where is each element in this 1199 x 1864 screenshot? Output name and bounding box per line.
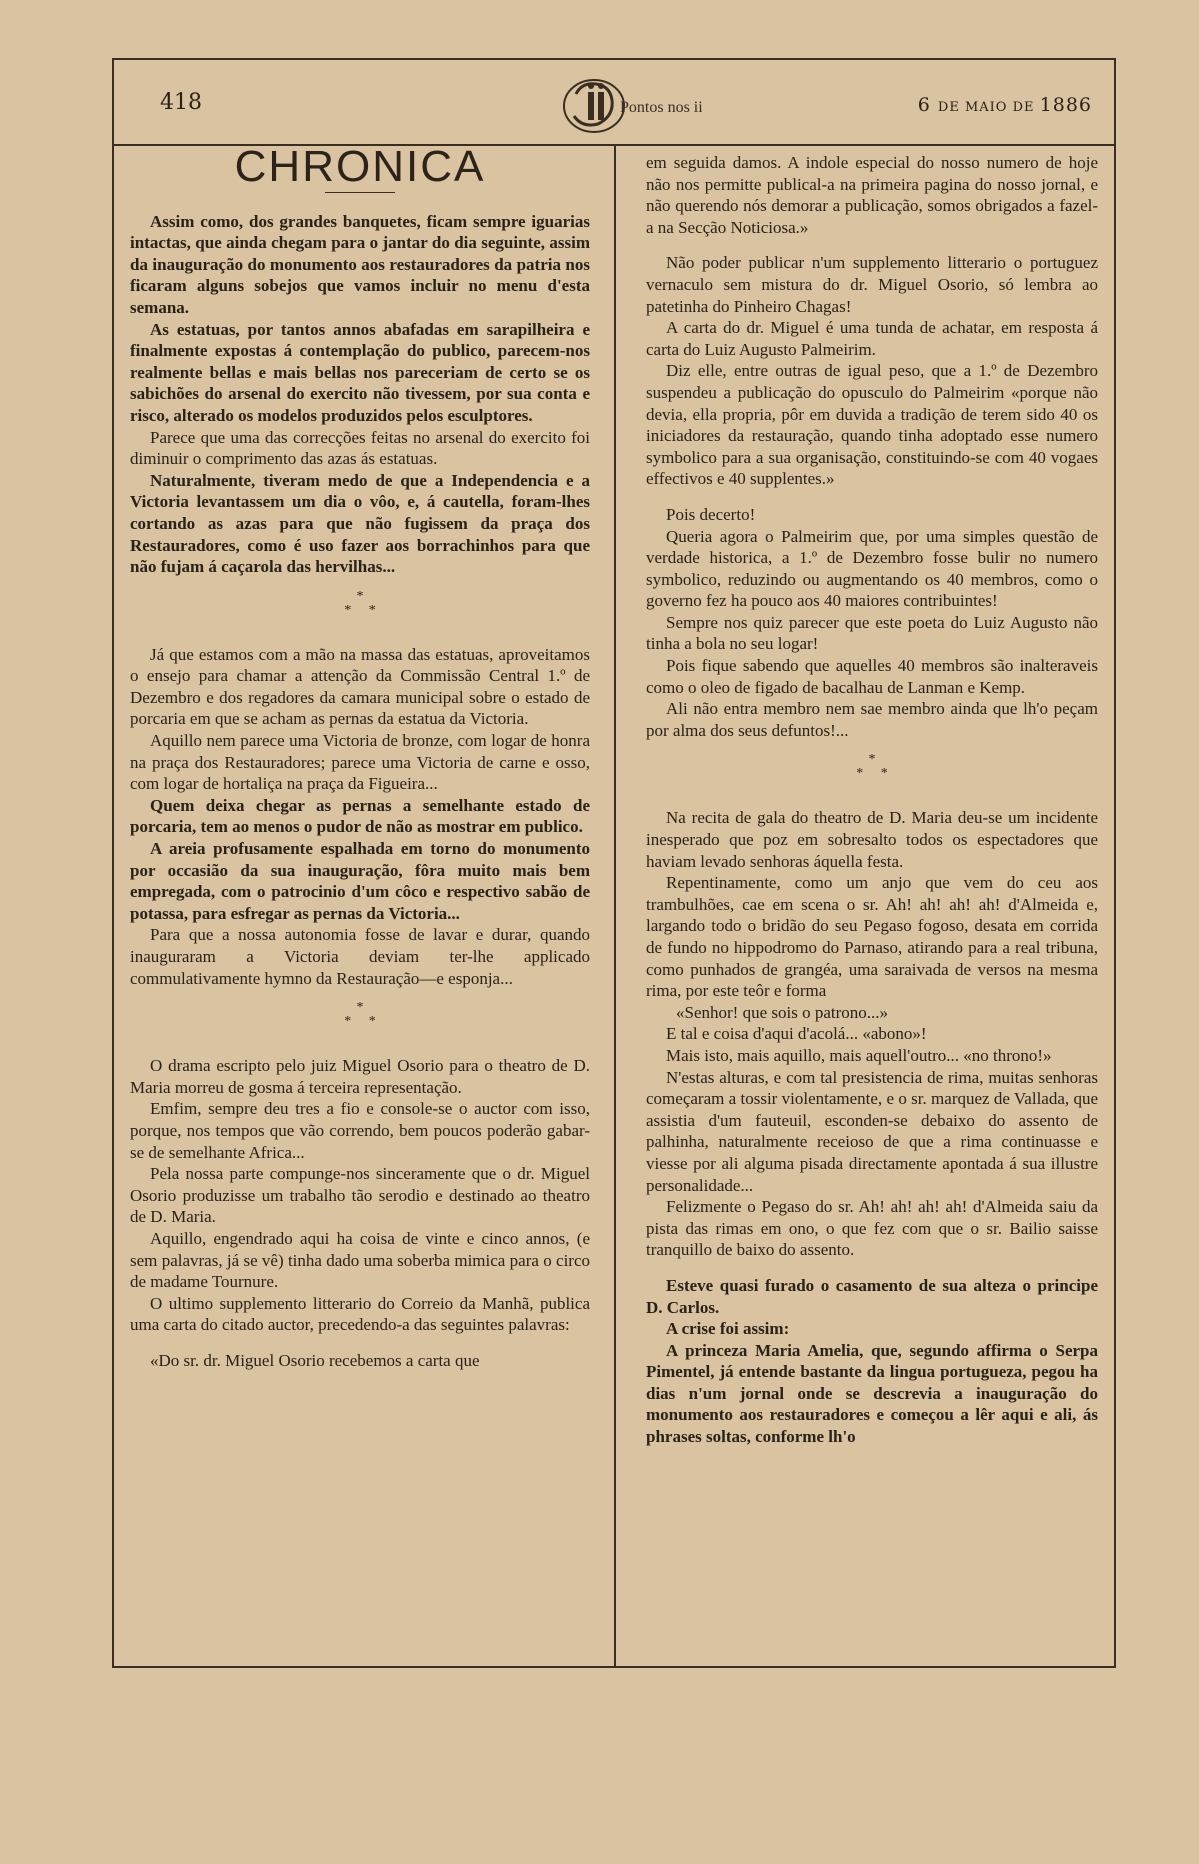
paragraph: Quem deixa chegar as pernas a semelhante estado de porcaria, tem ao menos o pudor de não as mostrar em publico. (130, 795, 590, 837)
paragraph: Naturalmente, tiveram medo de que a Independencia e a Victoria levantassem um dia o vôo, e, á cautella, foram-lhes cortando as azas para que não fugissem da praça dos Restauradores, como é uso fazer aos borrachinhos para que não fujam á caçarola das hervilhas... (130, 470, 590, 577)
paragraph: Não poder publicar n'um supplemento litterario o portuguez vernaculo sem mistura do dr. Miguel Osorio, só lembra ao patetinha do Pinheiro Chagas! (646, 253, 1098, 316)
paragraph: Felizmente o Pegaso do sr. Ah! ah! ah! ah! d'Almeida saiu da pista das rimas em ono, o que fez com que o sr. Bailio saisse tranquillo de baixo do assento. (646, 1197, 1098, 1260)
paragraph: Emfim, sempre deu tres a fio e console-se o auctor com isso, porque, nos tempos que vão correndo, bem poucos poderão gabar-se de semelhante Africa... (130, 1099, 590, 1162)
paragraph: Já que estamos com a mão na massa das estatuas, aproveitamos o ensejo para chamar a attenção da Commissão Central 1.º de Dezembro e dos regadores da camara municipal sobre o estado de porcaria em que se acham as pernas da estatua da Victoria. (130, 644, 590, 729)
paragraph: Esteve quasi furado o casamento de sua alteza o principe D. Carlos. (646, 1275, 1098, 1317)
paragraph: A carta do dr. Miguel é uma tunda de achatar, em resposta á carta do Luiz Augusto Palmeirim. (646, 318, 1098, 359)
section-separator-stars: * * * (344, 588, 376, 618)
paragraph: O drama escripto pelo juiz Miguel Osorio para o theatro de D. Maria morreu de gosma á terceira representação. (130, 1056, 590, 1097)
paragraph: O ultimo supplemento litterario do Correio da Manhã, publica uma carta do citado auctor, precedendo-a das seguintes palavras: (130, 1293, 590, 1335)
title-rule (325, 192, 395, 193)
right-column (646, 152, 1098, 1448)
column-divider (614, 146, 616, 1666)
paragraph: N'estas alturas, e com tal presistencia de rima, muitas senhoras começaram a tossir violentamente, e o sr. marquez de Vallada, que assistia d'um fauteuil, esconden-se debaixo do assento de palhinha, naturalmente receioso de que a rima continuasse e viesse por ali alguma pisada directamente apontada á sua illustre personalidade... (646, 1067, 1098, 1195)
paragraph: A areia profusamente espalhada em torno do monumento por occasião da sua inauguração, fôra muito mais bem empregada, com o patrocinio d'um côco e respectivo sabão de potassa, para esfregar as pernas da Victoria... (130, 839, 590, 923)
paragraph: Sempre nos quiz parecer que este poeta do Luiz Augusto não tinha a bola no seu logar! (646, 612, 1098, 654)
paragraph: A crise foi assim: (666, 1319, 790, 1339)
paragraph: Mais isto, mais aquillo, mais aquell'outro... «no throno!» (666, 1045, 1052, 1065)
masthead-text: Pontos nos ii (620, 99, 702, 116)
paragraph: «Senhor! que sois o patrono...» (676, 1002, 889, 1022)
section-separator-stars: * * * (856, 752, 888, 782)
date-day: 6 (917, 94, 938, 116)
paragraph: Assim como, dos grandes banquetes, ficam sempre iguarias intactas, que ainda chegam para o jantar do dia seguinte, assim da inauguração do monumento aos restauradores da patria nos ficaram alguns sobejos que vamos incluir no menu d'esta semana. (130, 211, 590, 317)
page-header (112, 58, 1116, 146)
masthead-emblem-icon (552, 72, 702, 136)
left-column (130, 142, 590, 1372)
paragraph: A princeza Maria Amelia, que, segundo affirma o Serpa Pimentel, já entende bastante da lingua portugueza, pegou ha dias n'um jornal onde se descrevia a inauguração do monumento aos restauradores e começou a lêr aqui e ali, ás phrases soltas, conforme lh'o (646, 1340, 1098, 1447)
paragraph: Pois fique sabendo que aquelles 40 membros são inalteraveis como o oleo de figado de bacalhau de Lanman e Kemp. (646, 656, 1098, 697)
paragraph: Diz elle, entre outras de igual peso, que a 1.º de Dezembro suspendeu a publicação do opusculo do Palmeirim «porque não devia, ella propria, pôr em duvida a tradição de terem sido 40 os iniciadores da restauração, quando tinha adoptado esse numero symbolico para a sua organisação, constituindo-se com 40 vogaes effectivos e 40 supplentes.» (646, 361, 1098, 489)
paragraph: em seguida damos. A indole especial do nosso numero de hoje não nos permitte publical-a na primeira pagina do nosso jornal, e não querendo nós demorar a publicação, somos obrigados a fazel-a na Secção Noticiosa.» (646, 153, 1098, 237)
paragraph: As estatuas, por tantos annos abafadas em sarapilheira e finalmente expostas á contemplação do publico, parecem-nos realmente bellas e mais bellas nos pareceriam de certo se os sabichões do arsenal do exercito não tivessem, por sua conta e risco, alterado os modelos produzidos pelos esculptores. (130, 319, 590, 425)
paragraph: Repentinamente, como um anjo que vem do ceu aos trambulhões, cae em scena o sr. Ah! ah! ah! ah! d'Almeida e, largando todo o bridão do seu Pegaso fogoso, desata em corrida de fundo no hippodromo do Parnaso, atirando para a real tribuna, como punhados de grangéa, uma saraivada de versos na mesma rima, por este teôr e forma (646, 873, 1098, 1001)
date-month: DE MAIO DE (937, 100, 1040, 115)
paragraph: E tal e coisa d'aqui d'acolá... «abono»! (666, 1024, 927, 1044)
section-title: CHRONICA (234, 142, 486, 191)
paragraph: «Do sr. dr. Miguel Osorio recebemos a carta que (150, 1350, 480, 1370)
section-separator-stars: * * * (344, 1000, 376, 1030)
paragraph: Aquillo, engendrado aqui ha coisa de vinte e cinco annos, (e sem palavras, já se vê) tinha dado uma soberba mimica para o circo de madame Tournure. (130, 1228, 590, 1292)
paragraph: Aquillo nem parece uma Victoria de bronze, com logar de honra na praça dos Restauradores; parece uma Victoria de carne e osso, com logar de hortaliça na praça da Figueira... (130, 731, 590, 794)
date-year: 1886 (1039, 94, 1092, 116)
issue-date (918, 94, 1092, 116)
paragraph: Ali não entra membro nem sae membro ainda que lh'o peçam por alma dos seus defuntos!... (646, 699, 1098, 740)
paragraph: Pois decerto! (666, 504, 756, 524)
paragraph: Para que a nossa autonomia fosse de lavar e durar, quando inauguraram a Victoria deviam ter-lhe applicado commulativamente hymno da Restauração—e esponja... (130, 925, 590, 988)
masthead-logo (552, 72, 702, 136)
paragraph: Na recita de gala do theatro de D. Maria deu-se um incidente inesperado que poz em sobresalto todos os espectadores que haviam levado senhoras áquella festa. (646, 808, 1098, 871)
paragraph: Parece que uma das correcções feitas no arsenal do exercito foi diminuir o comprimento das azas ás estatuas. (130, 427, 590, 469)
page-number: 418 (160, 90, 202, 115)
paragraph: Queria agora o Palmeirim que, por uma simples questão de verdade historica, a 1.º de Dezembro fosse bulir no numero symbolico, reduzindo ou augmentando os 40 membros, como o governo fez ha pouco aos 40 maiores contribuintes! (646, 526, 1098, 611)
paragraph: Pela nossa parte compunge-nos sinceramente que o dr. Miguel Osorio produzisse um trabalho tão serodio e destinado ao theatro de D. Maria. (130, 1164, 590, 1227)
